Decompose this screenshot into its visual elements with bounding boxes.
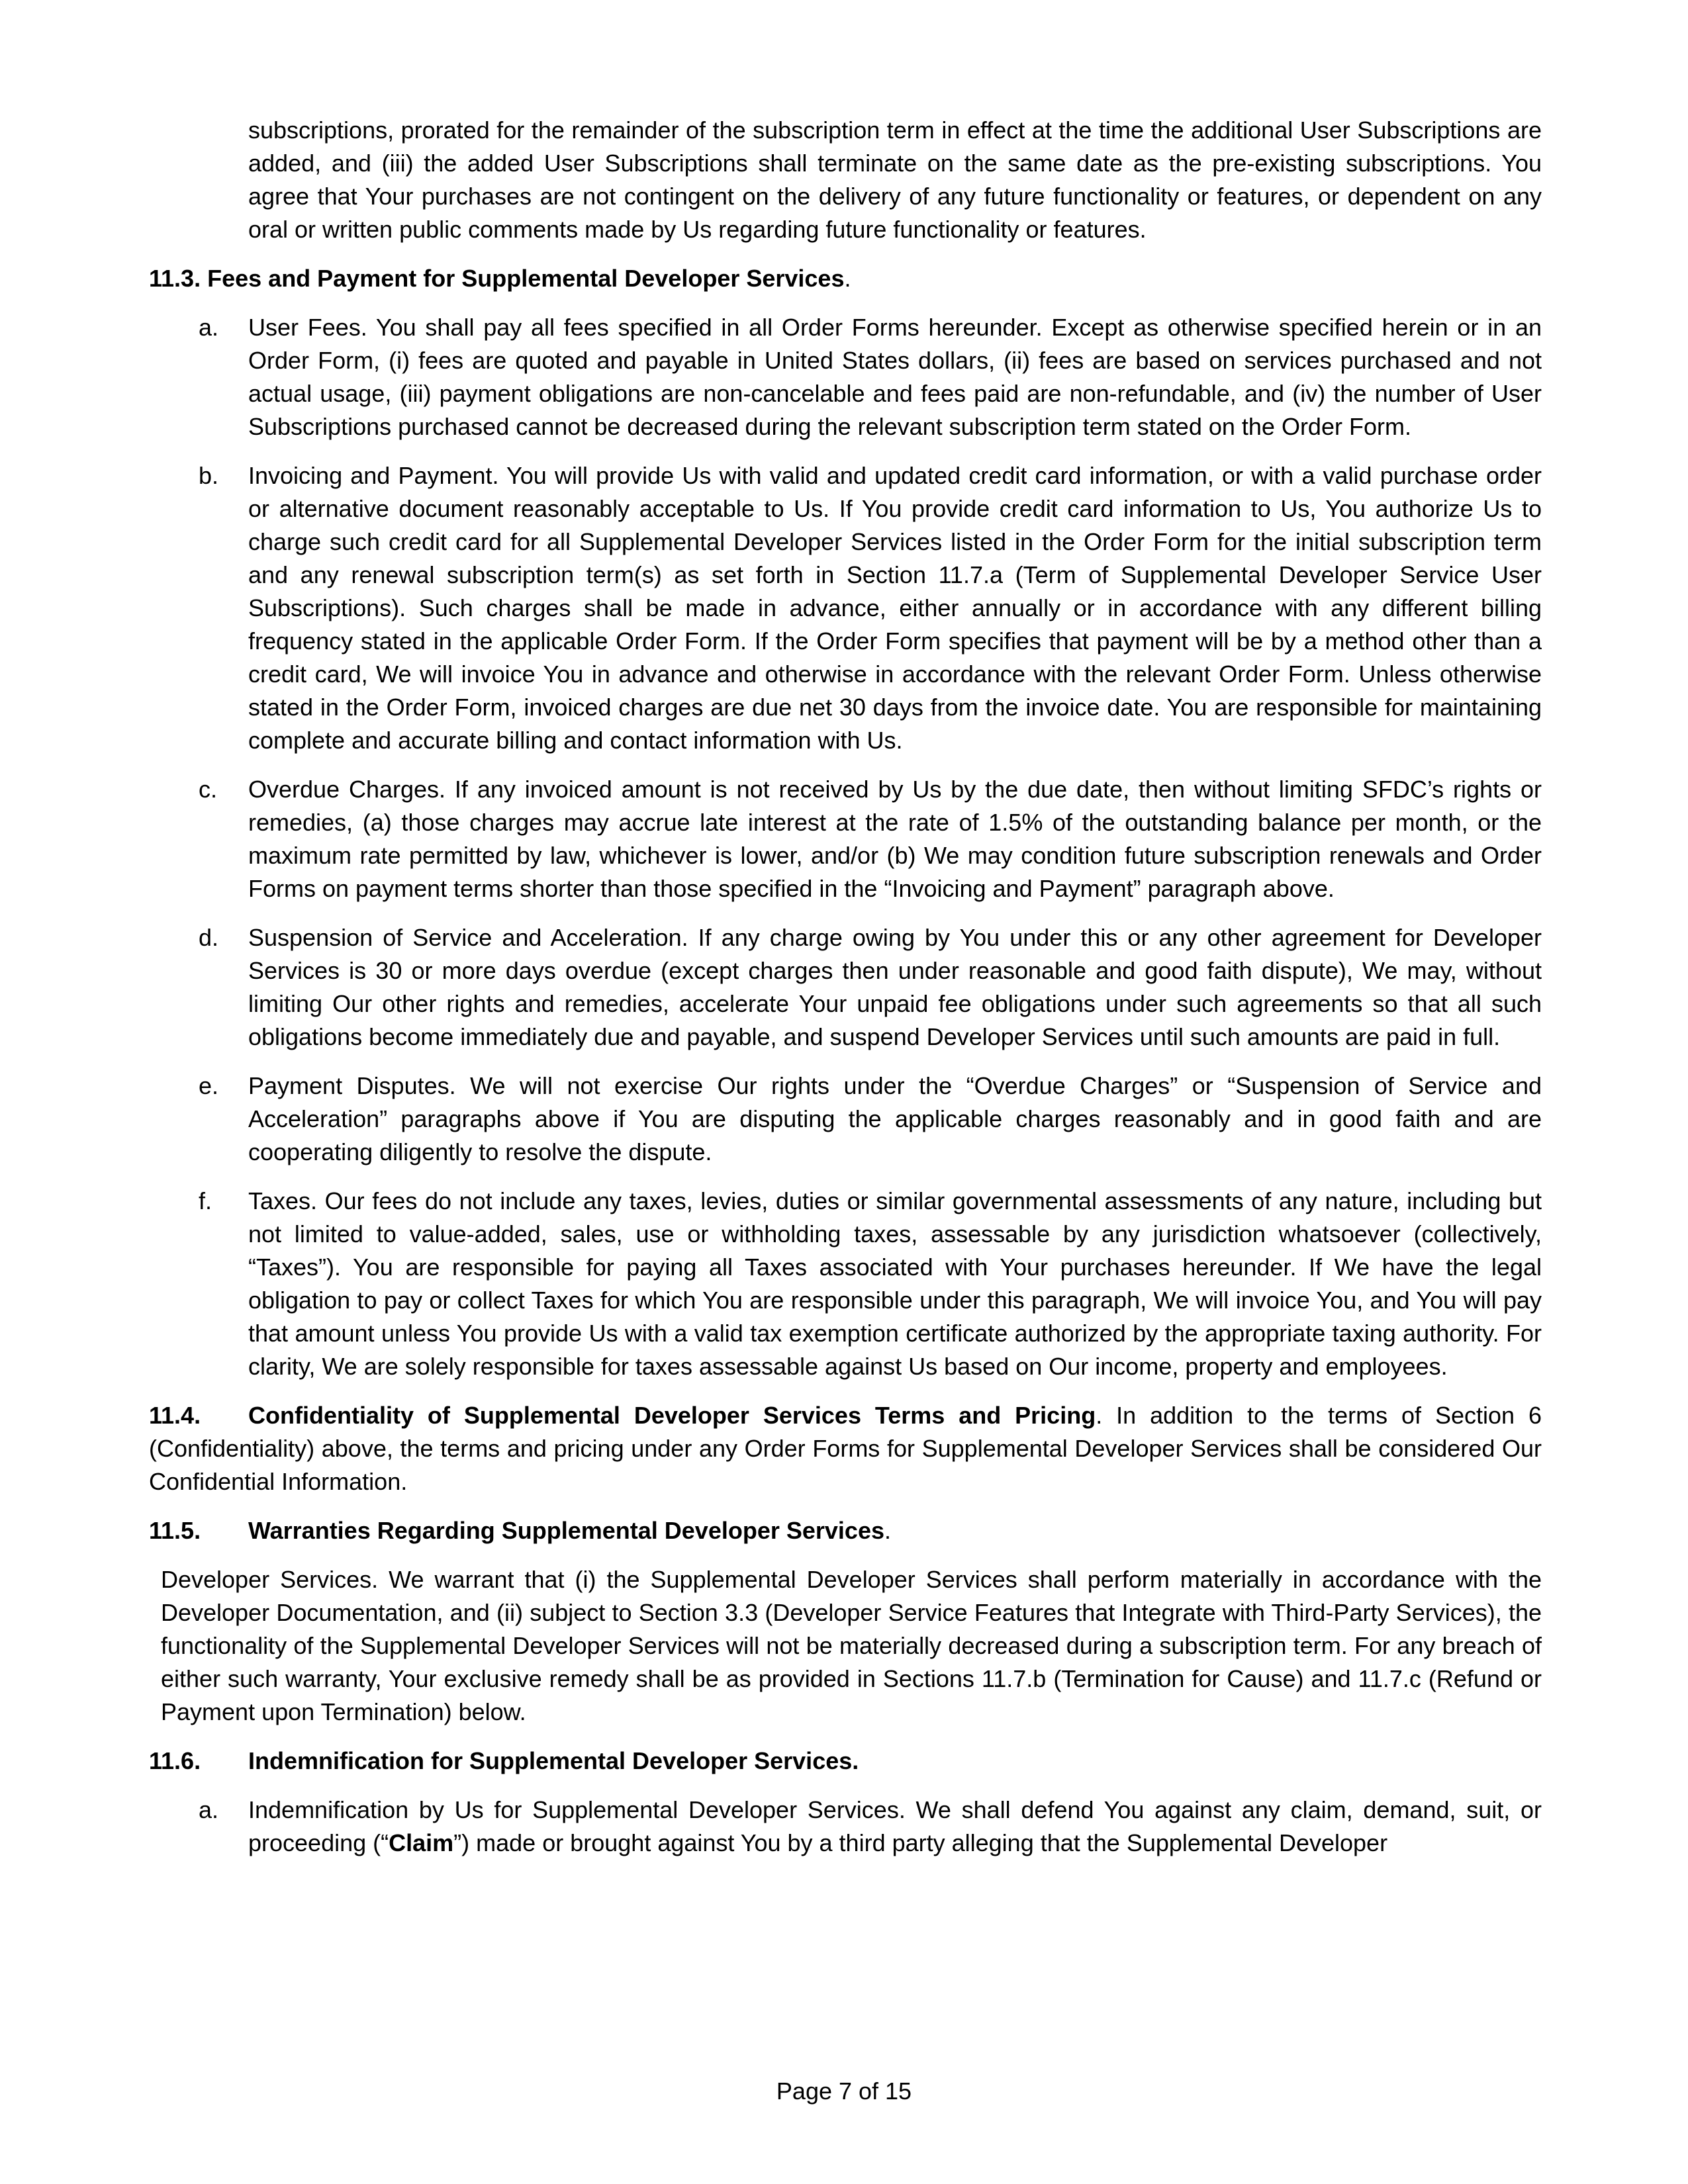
list-item-11-3-f xyxy=(149,1185,1542,1383)
section-11-6-number: 11.6. xyxy=(149,1747,201,1774)
section-11-6-title: Indemnification for Supplemental Developer Services. xyxy=(248,1747,859,1774)
list-item-text: Overdue Charges. If any invoiced amount is not received by Us by the due date, then without limiting SFDC’s rights or remedies, (a) those charges may accrue late interest at the rate of 1.5% of the outstanding balance per month, or the maximum rate permitted by law, whichever is lower, and/or (b) We may condition future subscription renewals and Order Forms on payment terms shorter than those specified in the “Invoicing and Payment” paragraph above. xyxy=(248,776,1542,902)
list-item-11-3-a xyxy=(149,311,1542,443)
list-marker: c. xyxy=(199,776,218,803)
list-item-11-6-a xyxy=(149,1794,1542,1860)
list-item-text: Payment Disputes. We will not exercise Our rights under the “Overdue Charges” or “Suspension of Service and Acceleration” paragraphs above if You are disputing the applicable charges reasonably and in good faith and are cooperating diligently to resolve the dispute. xyxy=(248,1072,1542,1165)
section-11-3-heading xyxy=(149,262,1542,295)
list-item-text: Suspension of Service and Acceleration. If any charge owing by You under this or any other agreement for Developer Services is 30 or more days overdue (except charges then under reasonable and good faith dispute), We may, without limiting Our other rights and remedies, accelerate Your unpaid fee obligations under such agreements so that all such obligations become immediately due and payable, and suspend Developer Services until such amounts are paid in full. xyxy=(248,924,1542,1050)
section-11-4-paragraph xyxy=(149,1399,1542,1498)
list-item-text-end: ”) made or brought against You by a third party alleging that the Supplemental Developer xyxy=(453,1829,1388,1856)
list-marker: d. xyxy=(199,924,219,951)
section-11-4-number: 11.4. xyxy=(149,1402,201,1429)
section-11-5-period: . xyxy=(884,1517,892,1544)
section-11-3-period: . xyxy=(844,265,851,292)
section-11-5-heading xyxy=(149,1514,1542,1547)
list-item-text: Taxes. Our fees do not include any taxes, levies, duties or similar governmental assessments of any nature, including but not limited to value-added, sales, use or withholding taxes, assessable by any jurisdiction whatsoever (collectively, “Taxes”). You are responsible for paying all Taxes associated with Your purchases hereunder. If We have the legal obligation to pay or collect Taxes for which You are responsible under this paragraph, We will invoice You, and You will pay that amount unless You provide Us with a valid tax exemption certificate authorized by the appropriate taxing authority. For clarity, We are solely responsible for taxes assessable against Us based on Our income, property and employees. xyxy=(248,1187,1542,1380)
list-item-text-start: Indemnification by Us for Supplemental Developer Services. We shall defend You against any claim, demand, suit, or proceeding (“ xyxy=(248,1796,1542,1856)
list-item-11-3-e xyxy=(149,1069,1542,1169)
list-item-text: Invoicing and Payment. You will provide Us with valid and updated credit card information, or with a valid purchase order or alternative document reasonably acceptable to Us. If You provide credit card information to Us, You authorize Us to charge such credit card for all Supplemental Developer Services listed in the Order Form for the initial subscription term and any renewal subscription term(s) as set forth in Section 11.7.a (Term of Supplemental Developer Service User Subscriptions). Such charges shall be made in advance, either annually or in accordance with any different billing frequency stated in the applicable Order Form. If the Order Form specifies that payment will be by a method other than a credit card, We will invoice You in advance and otherwise in accordance with the relevant Order Form. Unless otherwise stated in the Order Form, invoiced charges are due net 30 days from the invoice date. You are responsible for maintaining complete and accurate billing and contact information with Us. xyxy=(248,462,1542,754)
page-number-footer: Page 7 of 15 xyxy=(776,2077,912,2105)
section-11-5-body: Developer Services. We warrant that (i) the Supplemental Developer Services shall perform materially in accordance with the Developer Documentation, and (ii) subject to Section 3.3 (Developer Service Features that Integrate with Third-Party Services), the functionality of the Supplemental Developer Services will not be materially decreased during a subscription term. For any breach of either such warranty, Your exclusive remedy shall be as provided in Sections 11.7.b (Termination for Cause) and 11.7.c (Refund or Payment upon Termination) below. xyxy=(161,1566,1542,1725)
section-11-4-body: . In addition to the terms of Section 6 (Confidentiality) above, the terms and pricing under any Order Forms for Supplemental Developer Services shall be considered Our Confidential Information. xyxy=(149,1402,1542,1495)
list-item-text: User Fees. You shall pay all fees specified in all Order Forms hereunder. Except as otherwise specified herein or in an Order Form, (i) fees are quoted and payable in United States dollars, (ii) fees are based on services purchased and not actual usage, (iii) payment obligations are non-cancelable and fees paid are non-refundable, and (iv) the number of User Subscriptions purchased cannot be decreased during the relevant subscription term stated on the Order Form. xyxy=(248,314,1542,440)
continuation-paragraph: subscriptions, prorated for the remainder of the subscription term in effect at the time the additional User Subscriptions are added, and (iii) the added User Subscriptions shall terminate on the same date as the pre-existing subscriptions. You agree that Your purchases are not contingent on the delivery of any future functionality or features, or dependent on any oral or written public comments made by Us regarding future functionality or features. xyxy=(248,116,1542,243)
section-11-4-title: Confidentiality of Supplemental Developer Services Terms and Pricing xyxy=(248,1402,1096,1429)
list-marker: a. xyxy=(199,1796,219,1823)
section-11-5-title: Warranties Regarding Supplemental Developer Services xyxy=(248,1517,884,1544)
list-item-11-3-c xyxy=(149,773,1542,905)
list-item-11-3-d xyxy=(149,921,1542,1054)
section-11-3-number: 11.3. xyxy=(149,265,201,292)
section-11-6-heading xyxy=(149,1745,1542,1778)
list-marker: b. xyxy=(199,462,219,489)
section-11-3-title: Fees and Payment for Supplemental Developer Services xyxy=(207,265,845,292)
list-marker: f. xyxy=(199,1187,212,1214)
defined-term-claim: Claim xyxy=(389,1829,454,1856)
page-body xyxy=(149,114,1542,1860)
list-marker: e. xyxy=(199,1072,219,1099)
section-11-5-number: 11.5. xyxy=(149,1517,201,1544)
list-item-11-3-b xyxy=(149,459,1542,757)
list-marker: a. xyxy=(199,314,219,341)
